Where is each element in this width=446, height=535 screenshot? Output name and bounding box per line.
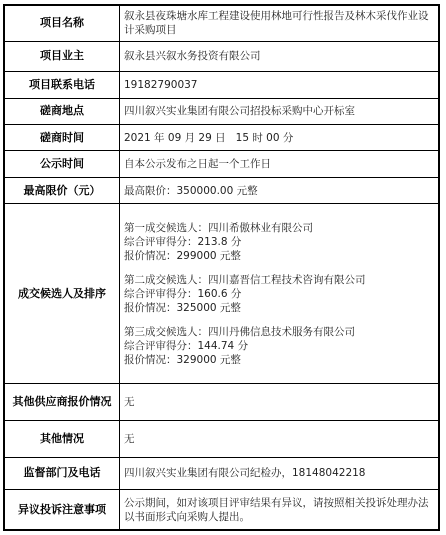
label-project-owner: 项目业主 [5,41,120,72]
value-objection: 公示期间，如对该项目评审结果有异议，请按照相关投诉处理办法以书面形式向采购人提出。 [120,490,439,530]
label-project-name: 项目名称 [5,6,120,42]
label-supervision: 监督部门及电话 [5,457,120,490]
label-negotiation-time: 磋商时间 [5,125,120,151]
candidate-1 [124,221,434,263]
value-supervision: 四川叙兴实业集团有限公司纪检办，18148042218 [120,457,439,490]
label-contact-phone: 项目联系电话 [5,72,120,98]
value-project-owner: 叙永县兴叙水务投资有限公司 [120,41,439,72]
value-project-name: 叙永县夜珠塘水库工程建设使用林地可行性报告及林木采伐作业设计采购项目 [120,6,439,42]
candidate-3-price: 报价情况：329000 元整 [124,353,241,366]
candidate-1-price: 报价情况：299000 元整 [124,249,241,262]
row-supervision [5,457,439,490]
candidate-3-score: 综合评审得分：144.74 分 [124,339,249,352]
value-negotiation-time: 2021 年 09 月 29 日 15 时 00 分 [120,125,439,151]
label-max-price: 最高限价（元） [5,177,120,203]
candidate-2-price: 报价情况：325000 元整 [124,301,241,314]
candidate-1-score: 综合评审得分：213.8 分 [124,235,242,248]
value-candidates [120,204,439,384]
label-objection: 异议投诉注意事项 [5,490,120,530]
label-publicity-time: 公示时间 [5,151,120,177]
candidate-2-name: 第二成交候选人：四川嘉晋信工程技术咨询有限公司 [124,273,366,286]
candidate-2-score: 综合评审得分：160.6 分 [124,287,242,300]
candidate-1-name: 第一成交候选人：四川希傲林业有限公司 [124,221,313,234]
label-other-bids: 其他供应商报价情况 [5,384,120,421]
value-contact-phone: 19182790037 [120,72,439,98]
candidate-2 [124,273,434,315]
result-announcement-table [3,4,440,531]
label-negotiation-place: 磋商地点 [5,98,120,124]
row-negotiation-place [5,98,439,124]
value-other-info: 无 [120,421,439,458]
value-other-bids: 无 [120,384,439,421]
row-project-name [5,6,439,42]
row-project-owner [5,41,439,72]
candidate-3-name: 第三成交候选人：四川丹佛信息技术服务有限公司 [124,325,355,338]
row-publicity-time [5,151,439,177]
row-max-price [5,177,439,203]
row-contact-phone [5,72,439,98]
value-negotiation-place: 四川叙兴实业集团有限公司招投标采购中心开标室 [120,98,439,124]
row-negotiation-time [5,125,439,151]
label-other-info: 其他情况 [5,421,120,458]
candidate-3 [124,325,434,367]
value-publicity-time: 自本公示发布之日起一个工作日 [120,151,439,177]
row-other-bids [5,384,439,421]
value-max-price: 最高限价：350000.00 元整 [120,177,439,203]
row-other-info [5,421,439,458]
row-candidates [5,204,439,384]
label-candidates: 成交候选人及排序 [5,204,120,384]
row-objection [5,490,439,530]
